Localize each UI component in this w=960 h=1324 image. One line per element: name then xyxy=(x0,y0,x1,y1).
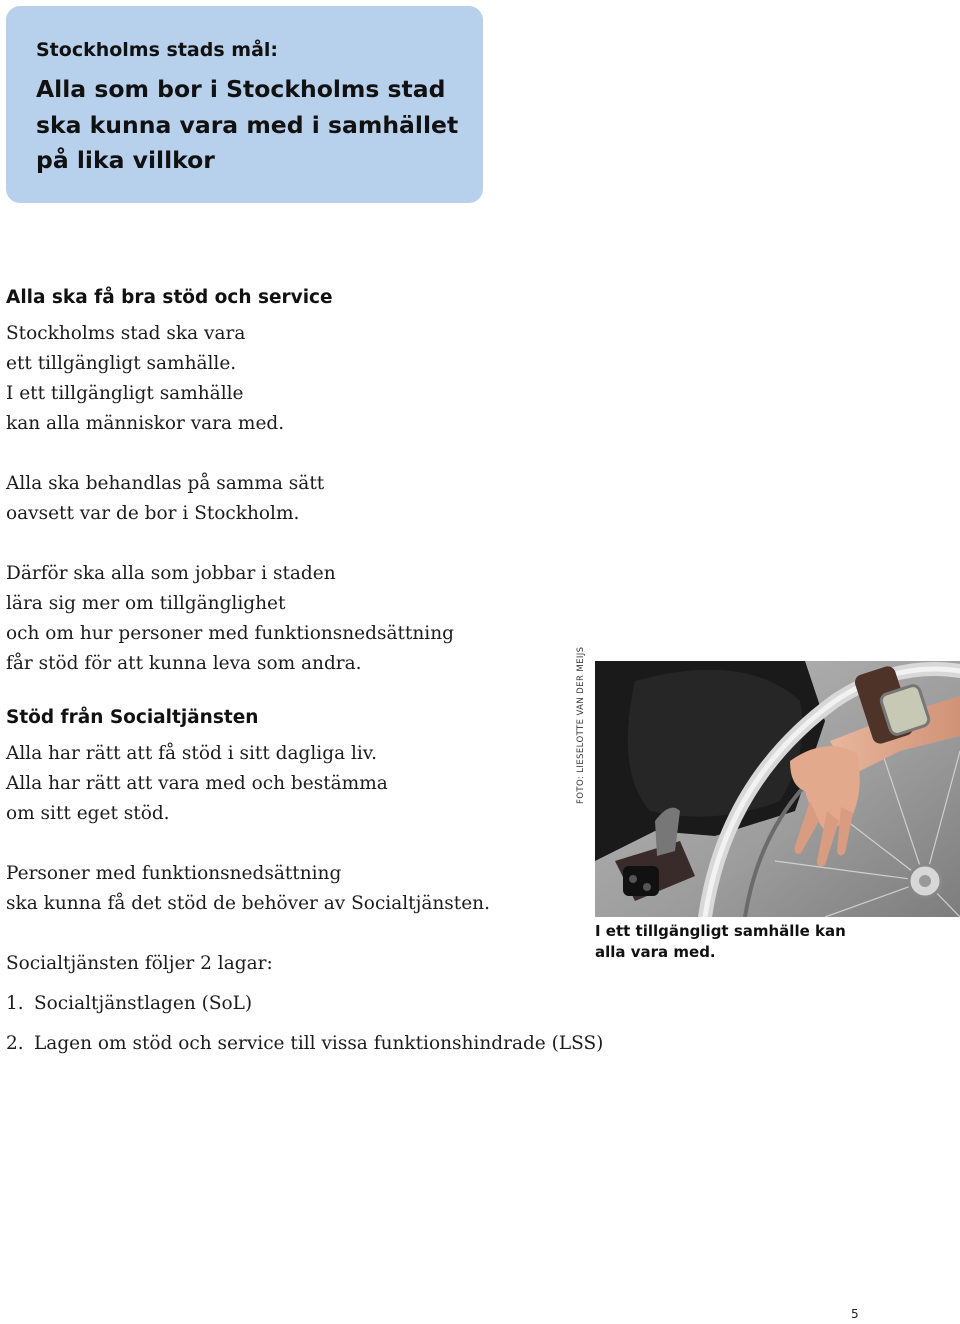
body-text xyxy=(6,283,606,1069)
paragraph xyxy=(6,319,606,439)
paragraph xyxy=(6,739,606,829)
text-line: Stockholms stad ska vara xyxy=(6,323,246,344)
goal-title-line: ska kunna vara med i samhället xyxy=(36,110,459,139)
list-item xyxy=(6,1029,606,1059)
list-number: 2. xyxy=(6,1033,24,1054)
list-text: Socialtjänstlagen (SoL) xyxy=(34,993,253,1014)
caption-line: alla vara med. xyxy=(595,943,716,961)
list-text: Lagen om stöd och service till vissa funktionshindrade (LSS) xyxy=(34,1033,604,1054)
text-line: ska kunna få det stöd de behöver av Socialtjänsten. xyxy=(6,893,490,914)
text-line: oavsett var de bor i Stockholm. xyxy=(6,503,300,524)
text-line: får stöd för att kunna leva som andra. xyxy=(6,653,362,674)
paragraph xyxy=(6,949,606,979)
text-line: Alla ska behandlas på samma sätt xyxy=(6,473,325,494)
text-line: kan alla människor vara med. xyxy=(6,413,285,434)
goal-label: Stockholms stads mål: xyxy=(36,39,278,61)
text-line: Alla har rätt att få stöd i sitt dagliga liv. xyxy=(6,743,377,764)
section-heading-support: Alla ska få bra stöd och service xyxy=(6,287,333,308)
text-line: Alla har rätt att vara med och bestämma xyxy=(6,773,388,794)
text-line: Därför ska alla som jobbar i staden xyxy=(6,563,336,584)
photo-caption xyxy=(595,921,895,963)
paragraph xyxy=(6,859,606,919)
wheelchair-illustration xyxy=(595,661,960,917)
laws-list xyxy=(6,989,606,1059)
wheelchair-photo xyxy=(595,661,960,917)
text-line: och om hur personer med funktionsnedsättning xyxy=(6,623,454,644)
text-line: om sitt eget stöd. xyxy=(6,803,170,824)
caption-line: I ett tillgängligt samhälle kan xyxy=(595,922,846,940)
goal-box xyxy=(6,6,483,203)
text-line: Personer med funktionsnedsättning xyxy=(6,863,342,884)
paragraph xyxy=(6,559,606,679)
text-line: lära sig mer om tillgänglighet xyxy=(6,593,286,614)
text-line: Socialtjänsten följer 2 lagar: xyxy=(6,953,273,974)
goal-title-line: på lika villkor xyxy=(36,146,215,174)
text-line: I ett tillgängligt samhälle xyxy=(6,383,244,404)
goal-title-line: Alla som bor i Stockholms stad xyxy=(36,75,446,103)
page-number: 5 xyxy=(851,1307,859,1321)
section-heading-social-services: Stöd från Socialtjänsten xyxy=(6,707,259,728)
paragraph xyxy=(6,469,606,529)
goal-title xyxy=(36,72,483,179)
list-number: 1. xyxy=(6,993,24,1014)
photo-credit: FOTO: LIESELOTTE VAN DER MEIJS xyxy=(576,646,586,804)
text-line: ett tillgängligt samhälle. xyxy=(6,353,237,374)
list-item xyxy=(6,989,606,1019)
